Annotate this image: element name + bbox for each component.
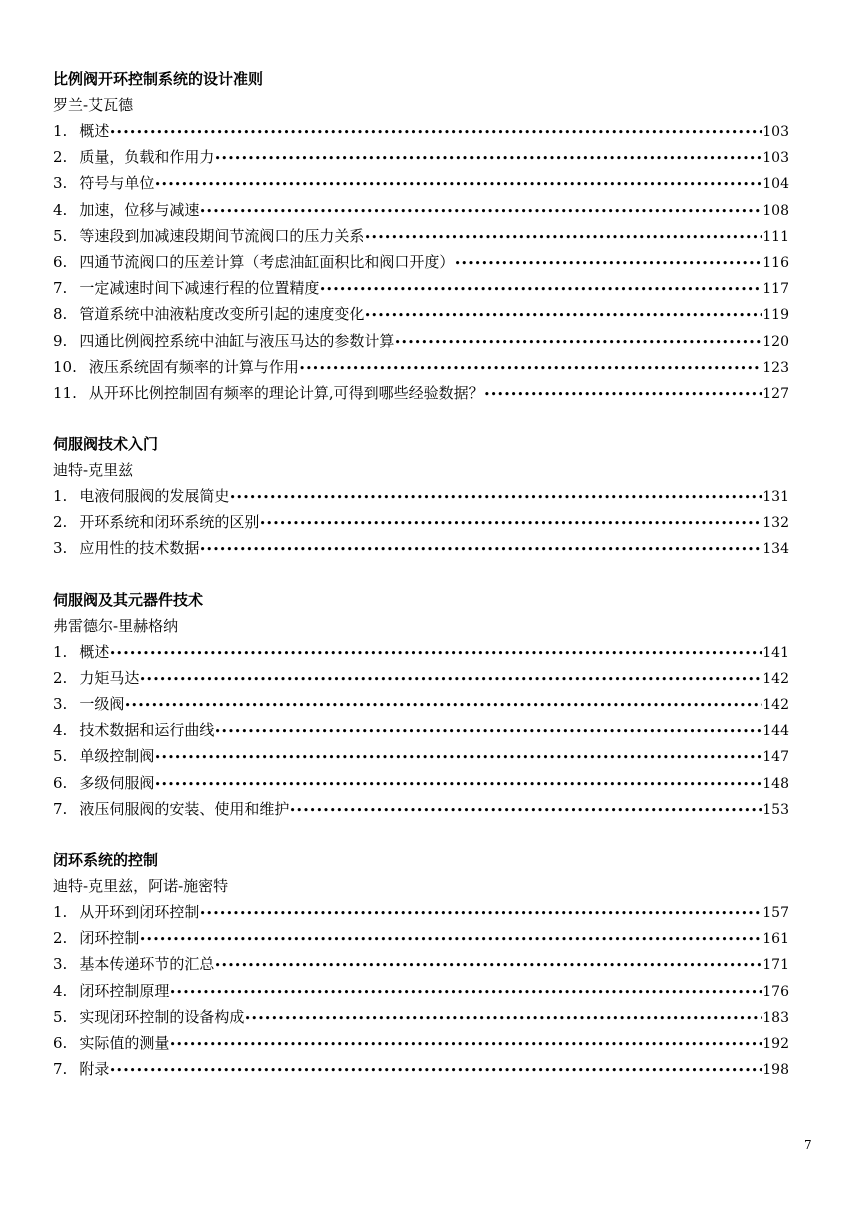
entry-number: 5. — [53, 1007, 68, 1026]
entry-title: 电液伺服阀的发展简史 — [79, 487, 230, 506]
toc-entry[interactable] — [53, 328, 789, 354]
dot-leader — [139, 667, 762, 691]
toc-entry[interactable] — [53, 354, 789, 380]
toc-entry[interactable] — [53, 301, 789, 327]
entry-number: 10. — [53, 357, 77, 376]
toc-entry[interactable] — [53, 275, 789, 301]
entry-title: 闭环控制 — [79, 929, 140, 948]
entry-page-number: 144 — [762, 723, 789, 740]
toc-entry[interactable] — [53, 665, 789, 691]
entry-number: 4. — [53, 200, 68, 219]
entry-page-number: 104 — [762, 176, 789, 193]
toc-section — [53, 431, 789, 562]
toc-entry[interactable] — [53, 1030, 789, 1056]
entry-title: 力矩马达 — [79, 668, 140, 687]
entry-number: 8. — [53, 305, 68, 324]
toc-entry[interactable] — [53, 691, 789, 717]
section-author: 迪特-克里兹 — [53, 461, 134, 480]
entry-number: 3. — [53, 539, 68, 558]
dot-leader — [244, 1006, 762, 1030]
dot-leader — [154, 172, 762, 196]
entry-page-number: 198 — [762, 1062, 789, 1079]
entry-page-number: 142 — [762, 670, 789, 687]
entry-page-number: 176 — [762, 983, 789, 1000]
entry-page-number: 148 — [762, 775, 789, 792]
toc-entry[interactable] — [53, 1056, 789, 1082]
entry-title: 四通比例阀控系统中油缸与液压马达的参数计算 — [79, 331, 395, 350]
toc-entry[interactable] — [53, 509, 789, 535]
entry-number: 2. — [53, 929, 68, 948]
entry-number: 7. — [53, 279, 68, 298]
dot-leader — [139, 927, 762, 951]
section-title: 闭环系统的控制 — [53, 850, 159, 869]
entry-page-number: 142 — [762, 697, 789, 713]
toc-entry[interactable] — [53, 899, 789, 925]
entry-title: 应用性的技术数据 — [79, 539, 200, 558]
entry-title: 技术数据和运行曲线 — [79, 721, 215, 740]
entry-number: 4. — [53, 721, 68, 740]
toc-entry[interactable] — [53, 925, 789, 951]
entry-title: 附录 — [79, 1060, 110, 1079]
entry-title: 实际值的测量 — [79, 1033, 170, 1052]
entry-number: 3. — [53, 174, 68, 193]
toc-entry[interactable] — [53, 223, 789, 249]
entry-title: 基本传递环节的汇总 — [79, 955, 215, 974]
entry-number: 11. — [53, 383, 77, 402]
dot-leader — [319, 277, 762, 301]
entry-number: 7. — [53, 1060, 68, 1079]
entry-number: 7. — [53, 799, 68, 818]
entry-page-number: 161 — [762, 931, 789, 948]
toc-entry[interactable] — [53, 170, 789, 196]
entry-title: 液压系统固有频率的计算与作用 — [88, 357, 299, 376]
entry-page-number: 116 — [762, 254, 789, 271]
toc-entry[interactable] — [53, 197, 789, 223]
entry-number: 6. — [53, 773, 68, 792]
section-author: 罗兰-艾瓦德 — [53, 96, 134, 114]
dot-leader — [289, 798, 762, 822]
dot-leader — [299, 356, 762, 380]
dot-leader — [259, 511, 762, 535]
dot-leader — [109, 120, 762, 144]
entry-title: 管道系统中油液粘度改变所引起的速度变化 — [79, 305, 365, 324]
dot-leader — [154, 772, 762, 796]
dot-leader — [199, 537, 762, 561]
entry-number: 1. — [53, 642, 68, 661]
toc-entry[interactable] — [53, 380, 789, 406]
toc-entry[interactable] — [53, 770, 789, 796]
dot-leader — [394, 330, 762, 354]
toc-entry[interactable] — [53, 483, 789, 509]
entry-title: 加速，位移与减速 — [79, 200, 200, 219]
entry-page-number: 123 — [762, 359, 789, 376]
entry-number: 5. — [53, 226, 68, 245]
toc-entry[interactable] — [53, 978, 789, 1004]
entry-page-number: 103 — [762, 150, 789, 167]
entry-number: 9. — [53, 331, 68, 350]
toc-section — [53, 66, 789, 406]
dot-leader — [364, 225, 762, 249]
entry-page-number: 183 — [762, 1009, 789, 1026]
entry-number: 5. — [53, 747, 68, 766]
dot-leader — [199, 199, 762, 223]
entry-page-number: 117 — [762, 281, 789, 298]
entry-title: 等速段到加减速段期间节流阀口的压力关系 — [79, 226, 365, 245]
dot-leader — [214, 953, 762, 977]
entry-title: 概述 — [79, 642, 110, 661]
toc-entry[interactable] — [53, 249, 789, 275]
entry-title: 概述 — [79, 122, 110, 140]
dot-leader — [109, 1058, 762, 1082]
entry-page-number: 157 — [762, 904, 789, 921]
toc-entry[interactable] — [53, 951, 789, 977]
section-author: 迪特-克里兹，阿诺-施密特 — [53, 876, 229, 895]
entry-title: 液压伺服阀的安装、使用和维护 — [79, 799, 290, 818]
section-title: 比例阀开环控制系统的设计准则 — [53, 70, 264, 88]
entry-page-number: 108 — [762, 202, 789, 219]
dot-leader — [214, 719, 762, 743]
toc-entry[interactable] — [53, 535, 789, 561]
entry-page-number: 134 — [762, 541, 789, 558]
entry-number: 2. — [53, 513, 68, 532]
entry-title: 一级阀 — [79, 695, 125, 713]
entry-number: 3. — [53, 955, 68, 974]
entry-number: 2. — [53, 148, 68, 167]
dot-leader — [109, 641, 762, 665]
entry-title: 一定减速时间下减速行程的位置精度 — [79, 279, 320, 298]
entry-page-number: 147 — [762, 749, 789, 766]
entry-page-number: 171 — [762, 957, 789, 974]
entry-page-number: 153 — [762, 801, 789, 818]
section-title: 伺服阀技术入门 — [53, 435, 159, 454]
toc-section — [53, 587, 789, 822]
dot-leader — [229, 485, 762, 509]
entry-page-number: 192 — [762, 1035, 789, 1052]
entry-title: 从开环比例控制固有频率的理论计算,可得到哪些经验数据？ — [88, 383, 484, 402]
entry-page-number: 141 — [762, 644, 789, 661]
entry-page-number: 103 — [762, 124, 789, 140]
entry-title: 四通节流阀口的压差计算（考虑油缸面积比和阀口开度） — [79, 252, 455, 271]
dot-leader — [454, 251, 762, 275]
toc-entry[interactable] — [53, 144, 789, 170]
page-number: 7 — [804, 1138, 812, 1152]
toc-entry[interactable] — [53, 118, 789, 144]
entry-number: 3. — [53, 695, 68, 713]
section-title: 伺服阀及其元器件技术 — [53, 590, 204, 609]
toc-entry[interactable] — [53, 1004, 789, 1030]
entry-number: 4. — [53, 981, 68, 1000]
entry-title: 从开环到闭环控制 — [79, 902, 200, 921]
entry-number: 2. — [53, 668, 68, 687]
entry-number: 1. — [53, 122, 68, 140]
toc-entry[interactable] — [53, 639, 789, 665]
entry-page-number: 120 — [762, 333, 789, 350]
dot-leader — [364, 303, 762, 327]
dot-leader — [124, 693, 762, 717]
entry-page-number: 119 — [762, 307, 789, 324]
dot-leader — [154, 745, 762, 769]
table-of-contents — [53, 66, 789, 1107]
entry-title: 单级控制阀 — [79, 747, 155, 766]
entry-title: 多级伺服阀 — [79, 773, 155, 792]
entry-title: 开环系统和闭环系统的区别 — [79, 513, 260, 532]
entry-number: 6. — [53, 252, 68, 271]
toc-entry[interactable] — [53, 743, 789, 769]
entry-title: 质量，负载和作用力 — [79, 148, 215, 167]
entry-page-number: 127 — [762, 385, 789, 402]
entry-page-number: 131 — [762, 489, 789, 506]
toc-section — [53, 847, 789, 1082]
entry-number: 6. — [53, 1033, 68, 1052]
entry-title: 符号与单位 — [79, 174, 155, 193]
dot-leader — [484, 382, 763, 406]
entry-number: 1. — [53, 487, 68, 506]
dot-leader — [169, 1032, 762, 1056]
dot-leader — [214, 146, 762, 170]
toc-entry[interactable] — [53, 796, 789, 822]
section-author: 弗雷德尔-里赫格纳 — [53, 616, 179, 635]
dot-leader — [199, 901, 762, 925]
entry-page-number: 111 — [762, 228, 789, 245]
toc-entry[interactable] — [53, 717, 789, 743]
entry-title: 实现闭环控制的设备构成 — [79, 1007, 245, 1026]
entry-number: 1. — [53, 902, 68, 921]
entry-page-number: 132 — [762, 515, 789, 532]
dot-leader — [169, 980, 762, 1004]
entry-title: 闭环控制原理 — [79, 981, 170, 1000]
